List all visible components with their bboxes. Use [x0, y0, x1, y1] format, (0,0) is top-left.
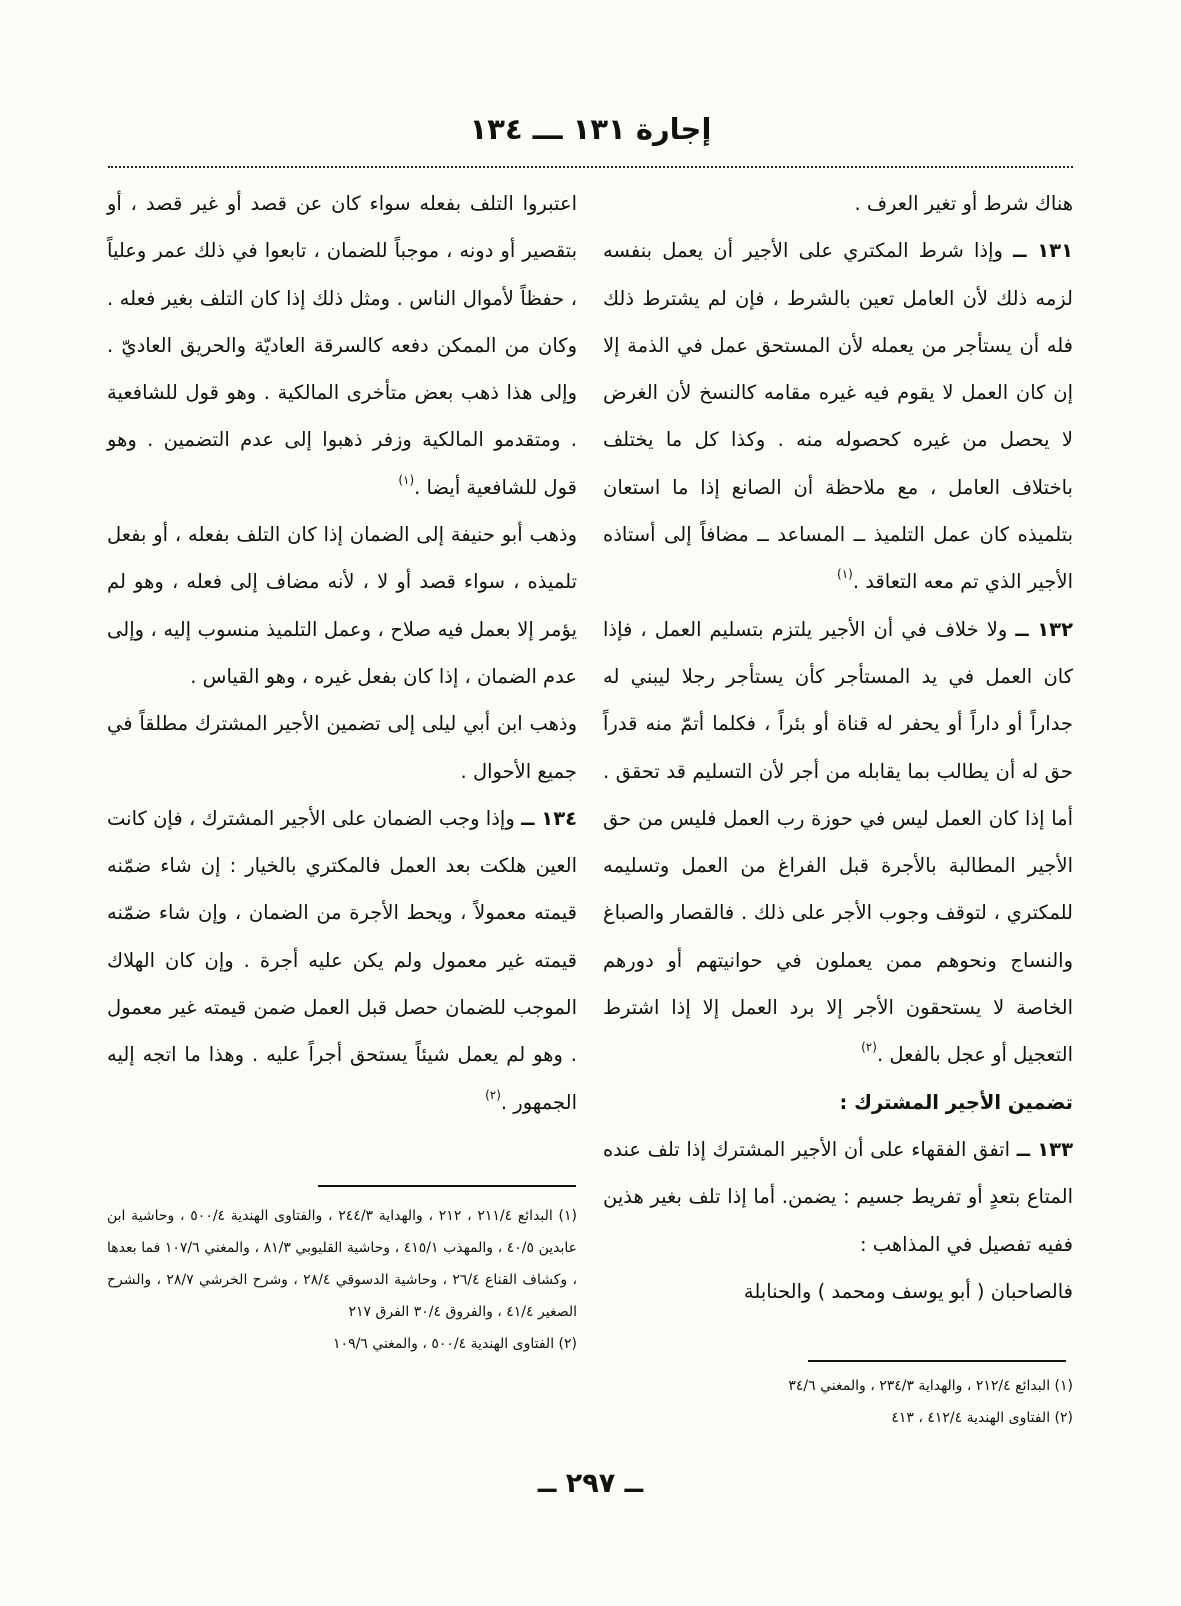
- footnote: (١) البدائع ٢١٢/٤ ، والهداية ٢٣٤/٣ ، والمغني ٣٤/٦: [788, 1378, 1073, 1394]
- paragraph-ibn-abi-layla: وذهب ابن أبي ليلى إلى تضمين الأجير المشترك مطلقاً في جميع الأحوال .: [107, 712, 577, 783]
- paragraph-number: ١٣٤ ــ: [521, 806, 578, 830]
- paragraph-number: ١٣٢ ــ: [1015, 617, 1073, 641]
- running-header: إجارة ١٣١ ـــ ١٣٤: [469, 112, 712, 146]
- footnote-divider-left: [318, 1185, 576, 1187]
- paragraph-number: ١٣١ ــ: [1013, 239, 1073, 263]
- header-dotted-rule: [108, 166, 1073, 168]
- paragraph-text-end: فالصاحبان ( أبو يوسف ومحمد ) والحنابلة: [743, 1279, 1073, 1303]
- footnote-marker: (١): [837, 567, 853, 582]
- paragraph-continuation: اعتبروا التلف بفعله سواء كان عن قصد أو غير قصد ، أو بتقصير أو دونه ، موجباً للضمان ، تابعوا في ذلك عمر وعلياً ، حفظاً لأموال الناس . ومثل ذلك إذا كان التلف بغير فعله . وكان من الممكن دفعه كالسرقة العاديّة والحريق العاديّ . وإلى هذا ذهب بعض متأخرى المالكية . وهو قول للشافعية . ومتقدمو المالكية وزفر ذهبوا إلى عدم التضمين . وهو قول للشافعية أيضا .$^{(١)}$: [107, 192, 577, 499]
- right-column: [603, 180, 1073, 1315]
- page-number: ــ ٢٩٧ ــ: [537, 1468, 644, 1499]
- paragraph-abu-hanifa: وذهب أبو حنيفة إلى الضمان إذا كان التلف بفعله ، أو بفعل تلميذه ، سواء قصد أو لا ، لأنه مضاف إلى فعله ، وهو لم يؤمر إلا بعمل فيه صلاح ، وعمل التلميذ منسوب إليه ، وإلى عدم الضمان ، إذا كان بفعل غيره ، وهو القياس .: [107, 523, 577, 688]
- paragraph-text: وإذا شرط المكتري على الأجير أن يعمل بنفسه لزمه ذلك لأن العامل تعين بالشرط ، فإن لم يشترط ذلك فله أن يستأجر من يعمله لأن المستحق عمل في الذمة إلا إن كان العمل لا يقوم فيه غيره مقامه كالنسخ لأن الغرض لا يحصل من غيره كحصوله منه . وكذا كل ما يختلف باختلاف العامل ، مع ملاحظة أن الصانع إذا ما استعان بتلميذه كان عمل التلميذ ــ المساعد ــ مضافاً إلى أستاذه الأجير الذي تم معه التعاقد .: [603, 239, 1073, 594]
- paragraph-number: ١٣٣ ــ: [1016, 1137, 1073, 1161]
- footnote-marker: (١): [398, 472, 415, 487]
- footnote-marker: (٢): [485, 1087, 501, 1102]
- paragraph-134: [107, 795, 577, 1126]
- footnotes-left: [107, 1200, 577, 1360]
- paragraph-text: وإذا وجب الضمان على الأجير المشترك ، فإن كانت العين هلكت بعد العمل فالمكتري بالخيار : إن شاء ضمّنه قيمته معمولاً ، ويحط الأجرة من الضمان ، وإن شاء ضمّنه قيمته غير معمول ولم يكن عليه أجرة . وإن كان الهلاك الموجب للضمان حصل قبل العمل ضمن قيمته غير معمول . وهو لم يعمل شيئاً يستحق أجراً عليه . وهذا ما اتجه إليه الجمهور .: [107, 806, 577, 1114]
- footnote-marker: (٢): [861, 1040, 877, 1055]
- footnote-divider-right: [808, 1360, 1066, 1362]
- paragraph-continuation: هناك شرط أو تغير العرف .: [854, 192, 1073, 215]
- paragraph-text: اتفق الفقهاء على أن الأجير المشترك إذا تلف عنده المتاع بتعدٍ أو تفريط جسيم : يضمن. أما إذا تلف بغير هذين ففيه تفصيل في المذاهب :: [603, 1137, 1073, 1256]
- footnotes-right: [603, 1370, 1073, 1434]
- paragraph-132: [603, 606, 1073, 1079]
- footnote: (٢) الفتاوى الهندية ٥٠٠/٤ ، والمغني ١٠٩/٦: [333, 1336, 577, 1352]
- left-column: [107, 180, 577, 1126]
- paragraph-text: ولا خلاف في أن الأجير يلتزم بتسليم العمل ، فإذا كان العمل في يد المستأجر كأن يستأجر رجلا ليبني له جداراً أو داراً أو يحفر له قناة أو بئراً ، فكلما أتمّ منه قدراً حق له أن يطالب بما يقابله من أجر لأن التسليم قد تحقق . أما إذا كان العمل ليس في حوزة رب العمل فليس من حق الأجير المطالبة بالأجرة قبل الفراغ من العمل وتسليمه للمكتري ، لتوقف وجوب الأجر على ذلك . فالقصار والصباغ والنساج ونحوهم ممن يعملون في حوانيتهم أو دورهم الخاصة لا يستحقون الأجر إلا برد العمل إلا إذا اشترط التعجيل أو عجل بالفعل .: [603, 617, 1073, 1067]
- footnote: (١) البدائع ٢١١/٤ ، ٢١٢ ، والهداية ٢٤٤/٣ ، والفتاوى الهندية ٥٠٠/٤ ، وحاشية ابن عابدين ٤٠/٥ ، والمهذب ٤١٥/١ ، وحاشية القليوبي ٨١/٣ ، والمغني ١٠٧/٦ فما بعدها ، وكشاف القناع ٢٦/٤ ، وحاشية الدسوقي ٢٨/٤ ، وشرح الخرشي ٢٨/٧ ، والشرح الصغير ٤١/٤ ، والفروق ٣٠/٤ الفرق ٢١٧: [107, 1208, 578, 1320]
- paragraph-131: [603, 227, 1073, 605]
- section-heading: تضمين الأجير المشترك :: [839, 1090, 1073, 1114]
- footnote: (٢) الفتاوى الهندية ٤١٢/٤ ، ٤١٣: [891, 1410, 1073, 1426]
- paragraph-133: [603, 1126, 1073, 1268]
